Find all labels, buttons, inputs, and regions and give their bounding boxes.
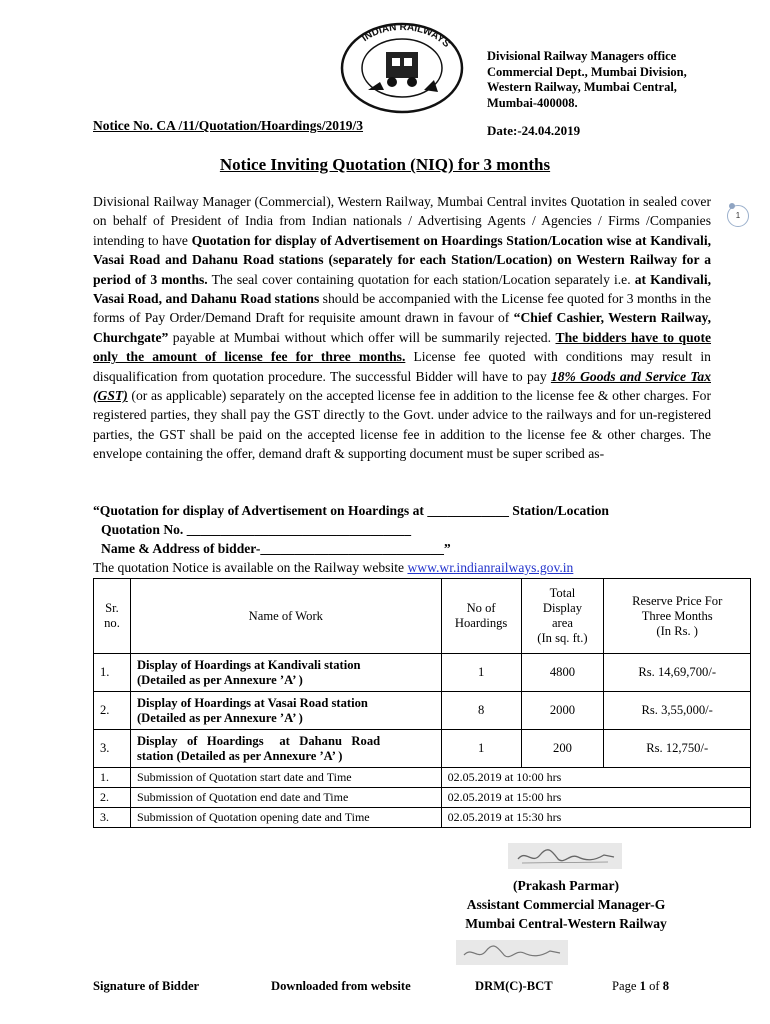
notice-body	[93, 192, 711, 464]
row-sr: 2.	[94, 692, 131, 730]
schedule-row	[94, 788, 751, 808]
header-area	[521, 579, 604, 654]
schedule-sr: 3.	[94, 808, 131, 828]
gst-text: 18% Goods and Service Tax (GST)	[93, 368, 711, 404]
header-work: Name of Work	[130, 579, 441, 654]
schedule-value: 02.05.2019 at 10:00 hrs	[441, 768, 750, 788]
office-line: Divisional Railway Managers office	[487, 49, 677, 63]
superscription-line: Quotation No. _________________________________	[101, 522, 412, 537]
body-text: (or as applicable) separately on the accepted license fee in addition to the license fee & other charges. For registered parties, they shall pay the GST directly to the Govt. under advice to the railways and for un-registered parties, the GST shall be paid on the accepted license fee in addition to the license fee & other charges. The envelope containing the offer, demand draft & supporting document must be super scribed as-	[93, 388, 711, 462]
page-current: 1	[639, 979, 646, 993]
schedule-sr: 1.	[94, 768, 131, 788]
footer-page-number	[612, 979, 669, 994]
signatory-block	[448, 876, 684, 933]
officer-signature-image	[508, 843, 622, 869]
table-row	[94, 692, 751, 730]
notice-number: Notice No. CA /11/Quotation/Hoardings/2019/3	[93, 118, 364, 133]
footer-signature-of-bidder: Signature of Bidder	[93, 979, 200, 993]
header-price-line: Reserve Price For	[632, 593, 723, 608]
body-bold-text: at Kandivali, Vasai Road, and Dahanu Road stations	[93, 271, 711, 307]
page-of: of	[645, 979, 663, 993]
header-area-line: Display	[542, 601, 583, 615]
row-hoardings: 8	[441, 692, 521, 730]
row-work-line: Display of Hoardings at Vasai Road station	[136, 695, 368, 710]
row-work-line: station (Detailed as per Annexure ’A’ )	[136, 748, 343, 763]
row-price: Rs. 12,750/-	[604, 730, 751, 768]
page-number-badge[interactable]: 1	[727, 205, 749, 227]
row-price: Rs. 14,69,700/-	[604, 654, 751, 692]
page-total: 8	[662, 979, 670, 993]
footer-downloaded: Downloaded from website	[271, 979, 411, 993]
row-hoardings: 1	[441, 730, 521, 768]
header-hoardings: No of Hoardings	[441, 579, 521, 654]
row-work	[130, 654, 441, 692]
body-text: Divisional Railway Manager (Commercial), Western Railway, Mumbai Central invites Quotation in sealed cover on behalf of President of India from Indian nationals / Advertising Agents / Agencies / Firms /Companies intending to have	[93, 194, 711, 248]
row-price: Rs. 3,55,000/-	[604, 692, 751, 730]
row-work-line: Display of Hoardings at Dahanu Road	[136, 733, 381, 748]
header-area-line: Total	[549, 586, 576, 600]
notice-date: Date:-24.04.2019	[487, 123, 581, 138]
row-work-line: (Detailed as per Annexure ’A’ )	[136, 672, 303, 687]
schedule-value: 02.05.2019 at 15:30 hrs	[441, 808, 750, 828]
signatory-name: (Prakash Parmar)	[512, 878, 620, 893]
row-sr: 1.	[94, 654, 131, 692]
body-bold-underlined-text: The bidders have to quote only the amount of license fee for three months.	[93, 329, 712, 365]
schedule-row	[94, 808, 751, 828]
body-text: should be accompanied with the License fee quoted for 3 months in the forms of Pay Order/Demand Draft for requisite amount drawn in favour of	[93, 291, 711, 326]
badge-dot-icon	[729, 203, 735, 209]
row-hoardings: 1	[441, 654, 521, 692]
schedule-label: Submission of Quotation opening date and Time	[130, 808, 441, 828]
row-area: 4800	[521, 654, 604, 692]
body-bold-text: “Chief Cashier, Western Railway, Churchgate”	[93, 310, 712, 345]
office-line: Mumbai-400008.	[487, 95, 578, 110]
header-price	[604, 579, 751, 654]
row-work	[130, 730, 441, 768]
header-price-line: Three Months	[641, 608, 713, 623]
table-header-row	[94, 579, 751, 654]
schedule-label: Submission of Quotation start date and Time	[130, 768, 441, 788]
office-address	[487, 49, 687, 111]
footer-code: DRM(C)-BCT	[475, 979, 553, 993]
officer-signature-image	[456, 940, 568, 965]
row-work	[130, 692, 441, 730]
header-area-line: area	[551, 616, 573, 630]
row-area: 2000	[521, 692, 604, 730]
indian-railways-logo	[330, 20, 478, 116]
table-row	[94, 730, 751, 768]
header-area-line: (In sq. ft.)	[537, 631, 588, 645]
schedule-value: 02.05.2019 at 15:00 hrs	[441, 788, 750, 808]
body-text: payable at Mumbai without which offer will be summarily rejected.	[168, 329, 556, 345]
body-bold-text: Quotation for display of Advertisement on Hoardings Station/Location wise at Kandivali, Vasai Road and Dahanu Road stations (separately for each Station/Location) on Western Railway for a period of 3 months.	[93, 232, 712, 287]
office-line: Western Railway, Mumbai Central,	[487, 80, 677, 94]
signatory-designation: Assistant Commercial Manager-G	[466, 897, 666, 912]
page-prefix: Page	[612, 979, 640, 993]
row-area: 200	[521, 730, 604, 768]
row-work-line: (Detailed as per Annexure ’A’ )	[136, 710, 303, 725]
schedule-label: Submission of Quotation end date and Time	[130, 788, 441, 808]
availability-text: The quotation Notice is available on the Railway website	[93, 560, 408, 575]
availability-note	[93, 560, 573, 576]
schedule-sr: 2.	[94, 788, 131, 808]
header-sr: Sr. no.	[94, 579, 131, 654]
body-text: The seal cover containing quotation for each station/Location separately i.e.	[207, 271, 635, 287]
superscription-line: “Quotation for display of Advertisement on Hoardings at ____________ Station/Location	[93, 503, 609, 518]
railway-website-link[interactable]: www.wr.indianrailways.gov.in	[407, 560, 574, 575]
schedule-row	[94, 768, 751, 788]
row-sr: 3.	[94, 730, 131, 768]
body-text: License fee quoted with conditions may result in disqualification from quotation procedure. The successful Bidder will have to pay	[93, 349, 711, 384]
page-title: Notice Inviting Quotation (NIQ) for 3 months	[219, 155, 551, 174]
row-work-line: Display of Hoardings at Kandivali station	[136, 657, 361, 672]
header-price-line: (In Rs. )	[656, 623, 698, 638]
works-table	[93, 578, 751, 828]
svg-text:INDIAN RAILWAYS: INDIAN RAILWAYS	[359, 21, 452, 50]
superscription-line: Name & Address of bidder-___________________________”	[101, 541, 451, 556]
office-line: Commercial Dept., Mumbai Division,	[487, 64, 687, 79]
table-row	[94, 654, 751, 692]
signatory-office: Mumbai Central-Western Railway	[465, 916, 667, 931]
